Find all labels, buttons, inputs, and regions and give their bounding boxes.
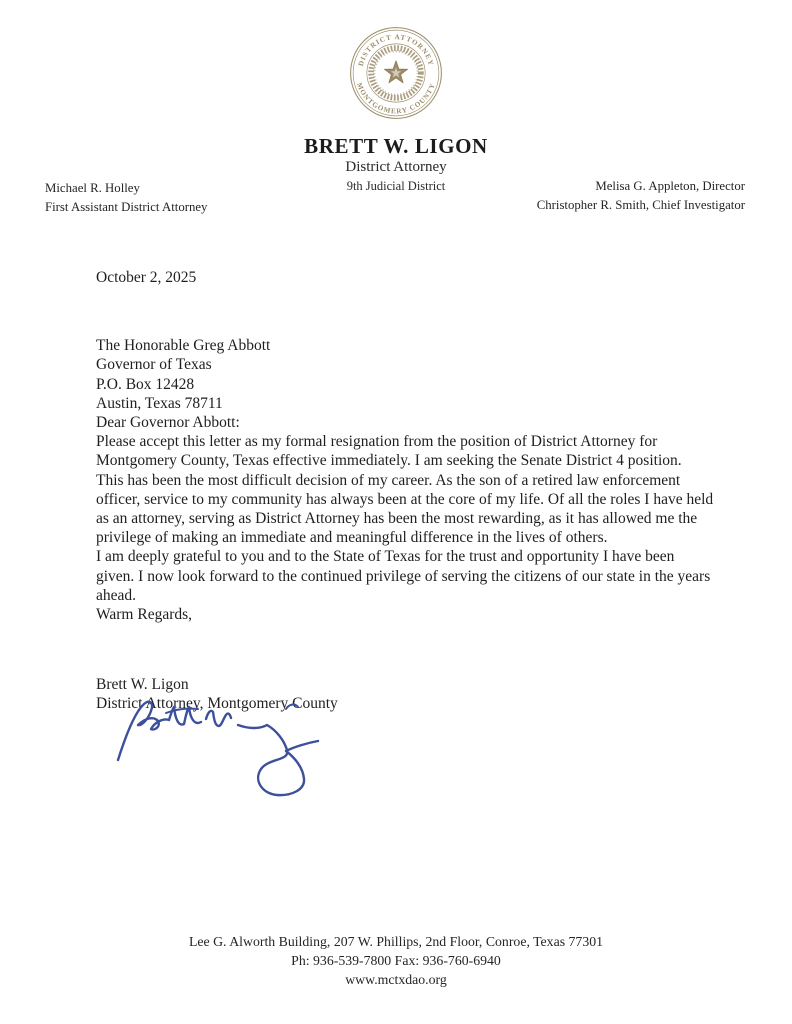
seal-top-text: DISTRICT ATTORNEY	[356, 33, 436, 68]
signature-strokes	[118, 702, 318, 795]
letterhead-name: BRETT W. LIGON	[304, 134, 488, 158]
letter-date: October 2, 2025	[96, 269, 197, 286]
recipient-po-box: P.O. Box 12428	[96, 375, 195, 393]
staff-right-block	[537, 177, 745, 215]
staff-left-block	[45, 179, 207, 217]
first-assistant-name: Michael R. Holley	[45, 181, 140, 195]
director-name: Melisa G. Appleton, Director	[595, 179, 745, 193]
recipient-city: Austin, Texas 78711	[96, 394, 223, 412]
footer-address: Lee G. Alworth Building, 207 W. Phillips, 2nd Floor, Conroe, Texas 77301	[188, 934, 604, 949]
salutation: Dear Governor Abbott:	[96, 414, 240, 432]
signer-title: District Attorney, Montgomery County	[96, 695, 338, 713]
chief-investigator-name: Christopher R. Smith, Chief Investigator	[536, 198, 745, 212]
closing-line: Warm Regards,	[96, 606, 193, 624]
body-paragraph: Please accept this letter as my formal resignation from the position of District Attorney for Montgomery County, Texas effective immediately. I am seeking the Senate District 4 position.	[96, 433, 682, 470]
handwritten-signature	[98, 697, 328, 817]
footer-phone-fax: Ph: 936-539-7800 Fax: 936-760-6940	[291, 953, 501, 968]
seal-bottom-text: MONTGOMERY COUNTY	[355, 81, 437, 116]
letterhead	[0, 0, 792, 194]
signer-name: Brett W. Ligon	[96, 676, 189, 694]
footer-website: www.mctxdao.org	[345, 972, 447, 987]
body-paragraph: I am deeply grateful to you and to the State of Texas for the trust and opportunity I have been given. I now look forward to the continued privilege of serving the citizens of our state in the years ahead.	[96, 548, 711, 604]
letterhead-subtitle: 9th Judicial District	[346, 179, 446, 193]
seal-star-icon	[384, 61, 407, 83]
footer	[0, 932, 792, 989]
body-paragraph: This has been the most difficult decision of my career. As the son of a retired law enforcement officer, service to my community has always been at the core of my life. Of all the roles I have held as an attorney, serving as District Attorney has been the most rewarding, as it has allowed me the privilege of making an immediate and meaningful difference in the lives of others.	[96, 471, 714, 547]
recipient-address	[96, 336, 714, 413]
letter-body	[96, 268, 714, 714]
recipient-name: The Honorable Greg Abbott	[96, 337, 271, 355]
letterhead-title: District Attorney	[345, 159, 447, 175]
recipient-title: Governor of Texas	[96, 356, 212, 374]
signature-block	[96, 675, 714, 713]
county-seal-icon	[349, 26, 443, 120]
first-assistant-title: First Assistant District Attorney	[45, 200, 208, 214]
